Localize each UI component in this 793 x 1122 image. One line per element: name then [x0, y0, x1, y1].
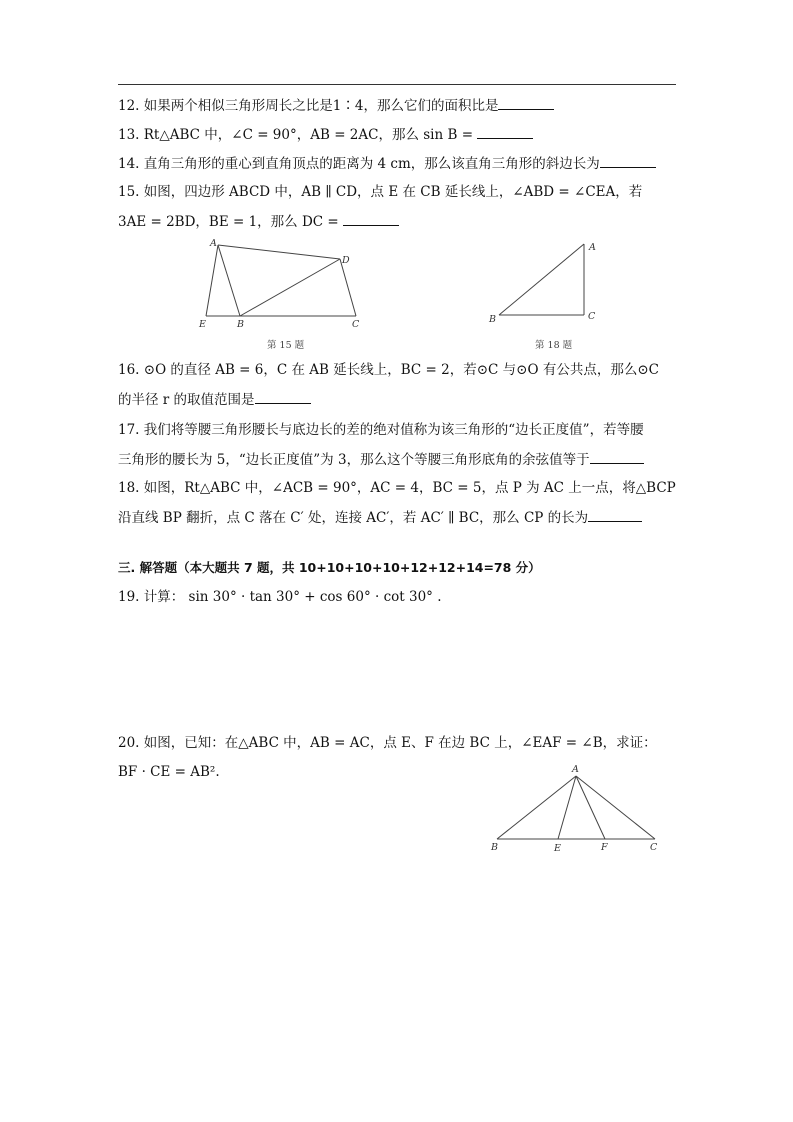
figure-18: [485, 238, 605, 328]
question-20-line2: [118, 762, 220, 782]
question-13: [118, 124, 533, 145]
question-13-text: 13. Rt△ABC 中，∠C = 90°，AB = 2AC，那么 sin B =: [118, 127, 474, 143]
fig18-seg-AB: [499, 244, 584, 315]
fig15-seg-BD: [240, 259, 340, 316]
answer-blank-14[interactable]: [600, 153, 656, 168]
question-15-line1: [118, 182, 642, 202]
question-19-text: 19. 计算： sin 30° · tan 30° + cos 60° · cot 30° .: [118, 589, 442, 605]
question-12: [118, 95, 554, 116]
question-12-text: 12. 如果两个相似三角形周长之比是1∶4，那么它们的面积比是: [118, 98, 499, 114]
fig20-label-E: E: [554, 843, 561, 854]
question-15-text-1: 15. 如图，四边形 ABCD 中，AB ∥ CD，点 E 在 CB 延长线上，∠ABD = ∠CEA，若: [118, 184, 643, 200]
answer-blank-18[interactable]: [588, 507, 642, 522]
question-15-text-2: 3AE = 2BD，BE = 1，那么 DC =: [118, 214, 339, 230]
figure-15-caption: 第 15 题: [267, 340, 305, 351]
answer-blank-16[interactable]: [255, 389, 311, 404]
fig15-label-B: B: [237, 319, 244, 330]
fig20-seg-AC: [576, 776, 655, 839]
fig20-seg-AB: [497, 776, 576, 839]
question-16-text-1: 16. ⊙O 的直径 AB = 6，C 在 AB 延长线上，BC = 2，若⊙C 与⊙O 有公共点，那么⊙C: [118, 362, 659, 378]
fig20-label-F: F: [601, 842, 608, 853]
question-14-text: 14. 直角三角形的重心到直角顶点的距离为 4 cm，那么该直角三角形的斜边长为: [118, 156, 600, 172]
question-16-line1: [118, 360, 659, 380]
question-18-line2: [118, 507, 642, 528]
fig15-seg-AB: [218, 245, 240, 316]
figure-20: [485, 760, 670, 855]
fig15-label-E: E: [199, 319, 206, 330]
question-20-text-1: 20. 如图，已知：在△ABC 中，AB = AC，点 E、F 在边 BC 上，∠EAF = ∠B，求证：: [118, 735, 657, 751]
answer-blank-12[interactable]: [498, 95, 554, 110]
fig20-label-A: A: [572, 764, 579, 775]
question-18-text-1: 18. 如图，Rt△ABC 中，∠ACB = 90°，AC = 4，BC = 5，点 P 为 AC 上一点，将△BCP: [118, 480, 676, 496]
fig15-label-D: D: [342, 255, 350, 266]
question-14: [118, 153, 656, 174]
fig20-label-B: B: [491, 842, 498, 853]
fig15-seg-AD: [218, 245, 340, 259]
answer-blank-13[interactable]: [477, 124, 533, 139]
question-17-line2: [118, 449, 644, 470]
fig18-label-A: A: [589, 242, 596, 253]
fig18-label-C: C: [588, 311, 596, 322]
question-18-text-2: 沿直线 BP 翻折，点 C 落在 C′ 处，连接 AC′，若 AC′ ∥ BC，那么 CP 的长为: [118, 510, 589, 526]
figure-15: [190, 236, 370, 331]
fig18-label-B: B: [489, 314, 496, 325]
question-17-text-2: 三角形的腰长为 5，“边长正度值”为 3，那么这个等腰三角形底角的余弦值等于: [118, 452, 590, 468]
figure-18-caption: 第 18 题: [535, 340, 573, 351]
section-3-heading: 三. 解答题（本大题共 7 题，共 10+10+10+10+12+12+14=78 分）: [118, 560, 541, 575]
question-16-line2: [118, 389, 311, 410]
question-17-text-1: 17. 我们将等腰三角形腰长与底边长的差的绝对值称为该三角形的“边长正度值”，若等腰: [118, 422, 644, 438]
answer-blank-15[interactable]: [343, 211, 399, 226]
question-20-text-2: BF · CE = AB².: [118, 764, 220, 780]
answer-blank-17[interactable]: [590, 449, 644, 464]
fig20-seg-AF: [576, 776, 605, 839]
question-15-line2: [118, 211, 399, 232]
fig15-label-C: C: [352, 319, 360, 330]
fig15-seg-DC: [340, 259, 356, 316]
question-20-line1: [118, 733, 657, 753]
fig20-label-C: C: [650, 842, 658, 853]
header-rule: [118, 84, 676, 85]
question-18-line1: [118, 478, 676, 498]
fig15-label-A: A: [210, 238, 217, 249]
fig20-seg-AE: [558, 776, 576, 839]
fig15-seg-AE: [206, 245, 218, 316]
question-19: [118, 587, 442, 607]
question-17-line1: [118, 420, 644, 440]
question-16-text-2: 的半径 r 的取值范围是: [118, 392, 255, 408]
